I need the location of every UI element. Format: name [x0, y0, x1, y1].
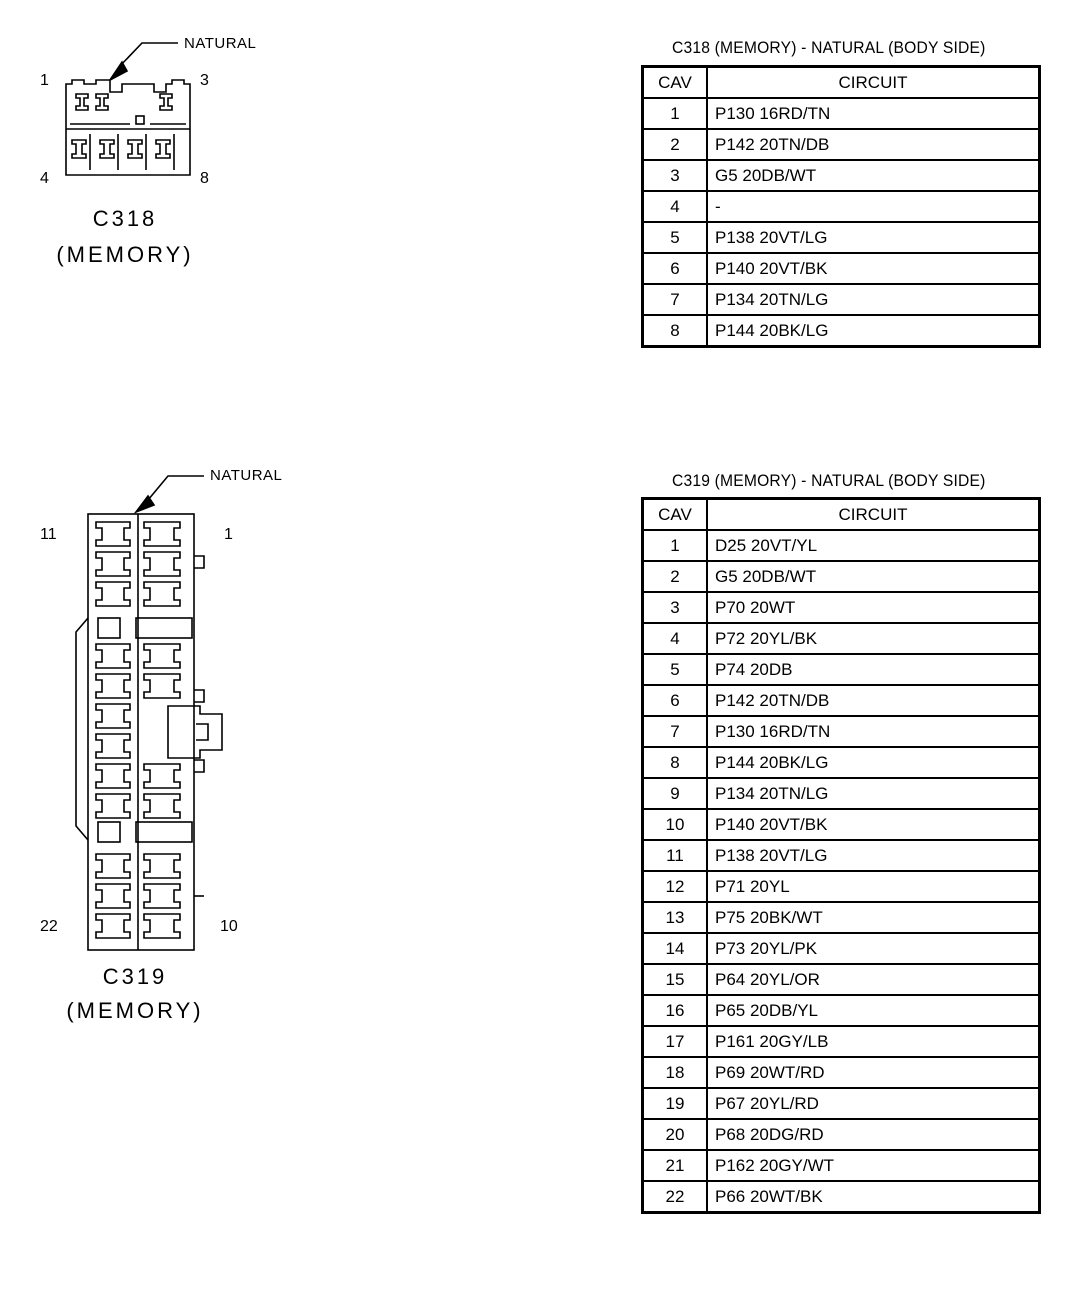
table-row [643, 778, 1040, 809]
table-row [643, 315, 1040, 347]
cav-cell: 13 [643, 902, 708, 933]
circuit-cell: P142 20TN/DB [707, 685, 1040, 716]
table-row [643, 1181, 1040, 1213]
c318-table-title: C318 (MEMORY) - NATURAL (BODY SIDE) [672, 38, 986, 57]
table-row [643, 1026, 1040, 1057]
circuit-cell: P67 20YL/RD [707, 1088, 1040, 1119]
table-row [643, 995, 1040, 1026]
circuit-cell: P138 20VT/LG [707, 840, 1040, 871]
c318-connector-name: C318 [92, 206, 158, 231]
cav-header: CAV [643, 67, 708, 99]
table-header-row [643, 67, 1040, 99]
c319-table-title: C319 (MEMORY) - NATURAL (BODY SIDE) [672, 471, 986, 490]
c319-pin-bottom-right: 10 [220, 918, 238, 935]
circuit-cell: P162 20GY/WT [707, 1150, 1040, 1181]
c319-pinout-table [641, 497, 1041, 1214]
circuit-cell: P134 20TN/LG [707, 778, 1040, 809]
c319-connector-face [76, 476, 222, 950]
table-row [643, 592, 1040, 623]
table-row [643, 1057, 1040, 1088]
circuit-cell: P144 20BK/LG [707, 315, 1040, 347]
cav-cell: 16 [643, 995, 708, 1026]
table-row [643, 284, 1040, 315]
circuit-cell: G5 20DB/WT [707, 561, 1040, 592]
table-row [643, 1150, 1040, 1181]
circuit-cell: P75 20BK/WT [707, 902, 1040, 933]
table-row [643, 654, 1040, 685]
cav-cell: 7 [643, 716, 708, 747]
cav-cell: 9 [643, 778, 708, 809]
c318-pin-top-left: 1 [40, 72, 49, 89]
table-row [643, 222, 1040, 253]
circuit-cell: P71 20YL [707, 871, 1040, 902]
cav-cell: 3 [643, 160, 708, 191]
circuit-cell: P142 20TN/DB [707, 129, 1040, 160]
circuit-cell: P64 20YL/OR [707, 964, 1040, 995]
circuit-cell: G5 20DB/WT [707, 160, 1040, 191]
c319-right-terminals [144, 522, 180, 938]
table-row [643, 871, 1040, 902]
c319-connector-name: C319 [102, 964, 168, 989]
cav-cell: 8 [643, 747, 708, 778]
c318-table-body [643, 98, 1040, 347]
c318-connector-subtitle: (MEMORY) [56, 242, 194, 267]
circuit-cell: P130 16RD/TN [707, 98, 1040, 129]
cav-header: CAV [643, 499, 708, 531]
table-row [643, 933, 1040, 964]
circuit-cell: P161 20GY/LB [707, 1026, 1040, 1057]
cav-cell: 4 [643, 623, 708, 654]
circuit-cell: P140 20VT/BK [707, 253, 1040, 284]
cav-cell: 8 [643, 315, 708, 347]
cav-cell: 19 [643, 1088, 708, 1119]
circuit-cell: P140 20VT/BK [707, 809, 1040, 840]
c319-left-terminals [96, 522, 130, 938]
table-row [643, 623, 1040, 654]
circuit-cell: P66 20WT/BK [707, 1181, 1040, 1213]
c318-connector-face [66, 43, 190, 175]
cav-cell: 4 [643, 191, 708, 222]
circuit-header: CIRCUIT [707, 67, 1040, 99]
c319-natural-label: NATURAL [210, 467, 283, 484]
c319-pin-bottom-left: 22 [40, 918, 58, 935]
cav-cell: 18 [643, 1057, 708, 1088]
cav-cell: 6 [643, 685, 708, 716]
c319-pin-top-right: 1 [224, 526, 233, 543]
cav-cell: 2 [643, 561, 708, 592]
circuit-cell: P65 20DB/YL [707, 995, 1040, 1026]
table-row [643, 964, 1040, 995]
circuit-cell: D25 20VT/YL [707, 530, 1040, 561]
circuit-cell: P69 20WT/RD [707, 1057, 1040, 1088]
cav-cell: 17 [643, 1026, 708, 1057]
table-row [643, 1119, 1040, 1150]
table-row [643, 129, 1040, 160]
circuit-cell: P68 20DG/RD [707, 1119, 1040, 1150]
table-row [643, 716, 1040, 747]
table-row [643, 98, 1040, 129]
circuit-cell: P73 20YL/PK [707, 933, 1040, 964]
circuit-cell: P74 20DB [707, 654, 1040, 685]
circuit-cell: P144 20BK/LG [707, 747, 1040, 778]
circuit-header: CIRCUIT [707, 499, 1040, 531]
cav-cell: 1 [643, 98, 708, 129]
table-row [643, 747, 1040, 778]
c319-table-body [643, 530, 1040, 1213]
cav-cell: 1 [643, 530, 708, 561]
cav-cell: 20 [643, 1119, 708, 1150]
c319-connector-subtitle: (MEMORY) [66, 998, 204, 1023]
cav-cell: 3 [643, 592, 708, 623]
cav-cell: 21 [643, 1150, 708, 1181]
table-row [643, 902, 1040, 933]
table-row [643, 685, 1040, 716]
cav-cell: 22 [643, 1181, 708, 1213]
cav-cell: 14 [643, 933, 708, 964]
c318-pin-bottom-left: 4 [40, 170, 49, 187]
table-row [643, 191, 1040, 222]
circuit-cell: P72 20YL/BK [707, 623, 1040, 654]
circuit-cell: - [707, 191, 1040, 222]
table-row [643, 1088, 1040, 1119]
c318-pin-bottom-right: 8 [200, 170, 209, 187]
cav-cell: 6 [643, 253, 708, 284]
c318-pin-top-right: 3 [200, 72, 209, 89]
cav-cell: 5 [643, 222, 708, 253]
circuit-cell: P138 20VT/LG [707, 222, 1040, 253]
table-row [643, 840, 1040, 871]
cav-cell: 5 [643, 654, 708, 685]
c319-pin-top-left: 11 [40, 526, 57, 543]
circuit-cell: P130 16RD/TN [707, 716, 1040, 747]
table-row [643, 561, 1040, 592]
cav-cell: 10 [643, 809, 708, 840]
table-row [643, 530, 1040, 561]
cav-cell: 12 [643, 871, 708, 902]
circuit-cell: P70 20WT [707, 592, 1040, 623]
table-row [643, 809, 1040, 840]
cav-cell: 15 [643, 964, 708, 995]
cav-cell: 2 [643, 129, 708, 160]
cav-cell: 11 [643, 840, 708, 871]
table-row [643, 253, 1040, 284]
circuit-cell: P134 20TN/LG [707, 284, 1040, 315]
c318-natural-label: NATURAL [184, 35, 257, 52]
c318-pinout-table [641, 65, 1041, 348]
table-row [643, 160, 1040, 191]
table-header-row [643, 499, 1040, 531]
cav-cell: 7 [643, 284, 708, 315]
